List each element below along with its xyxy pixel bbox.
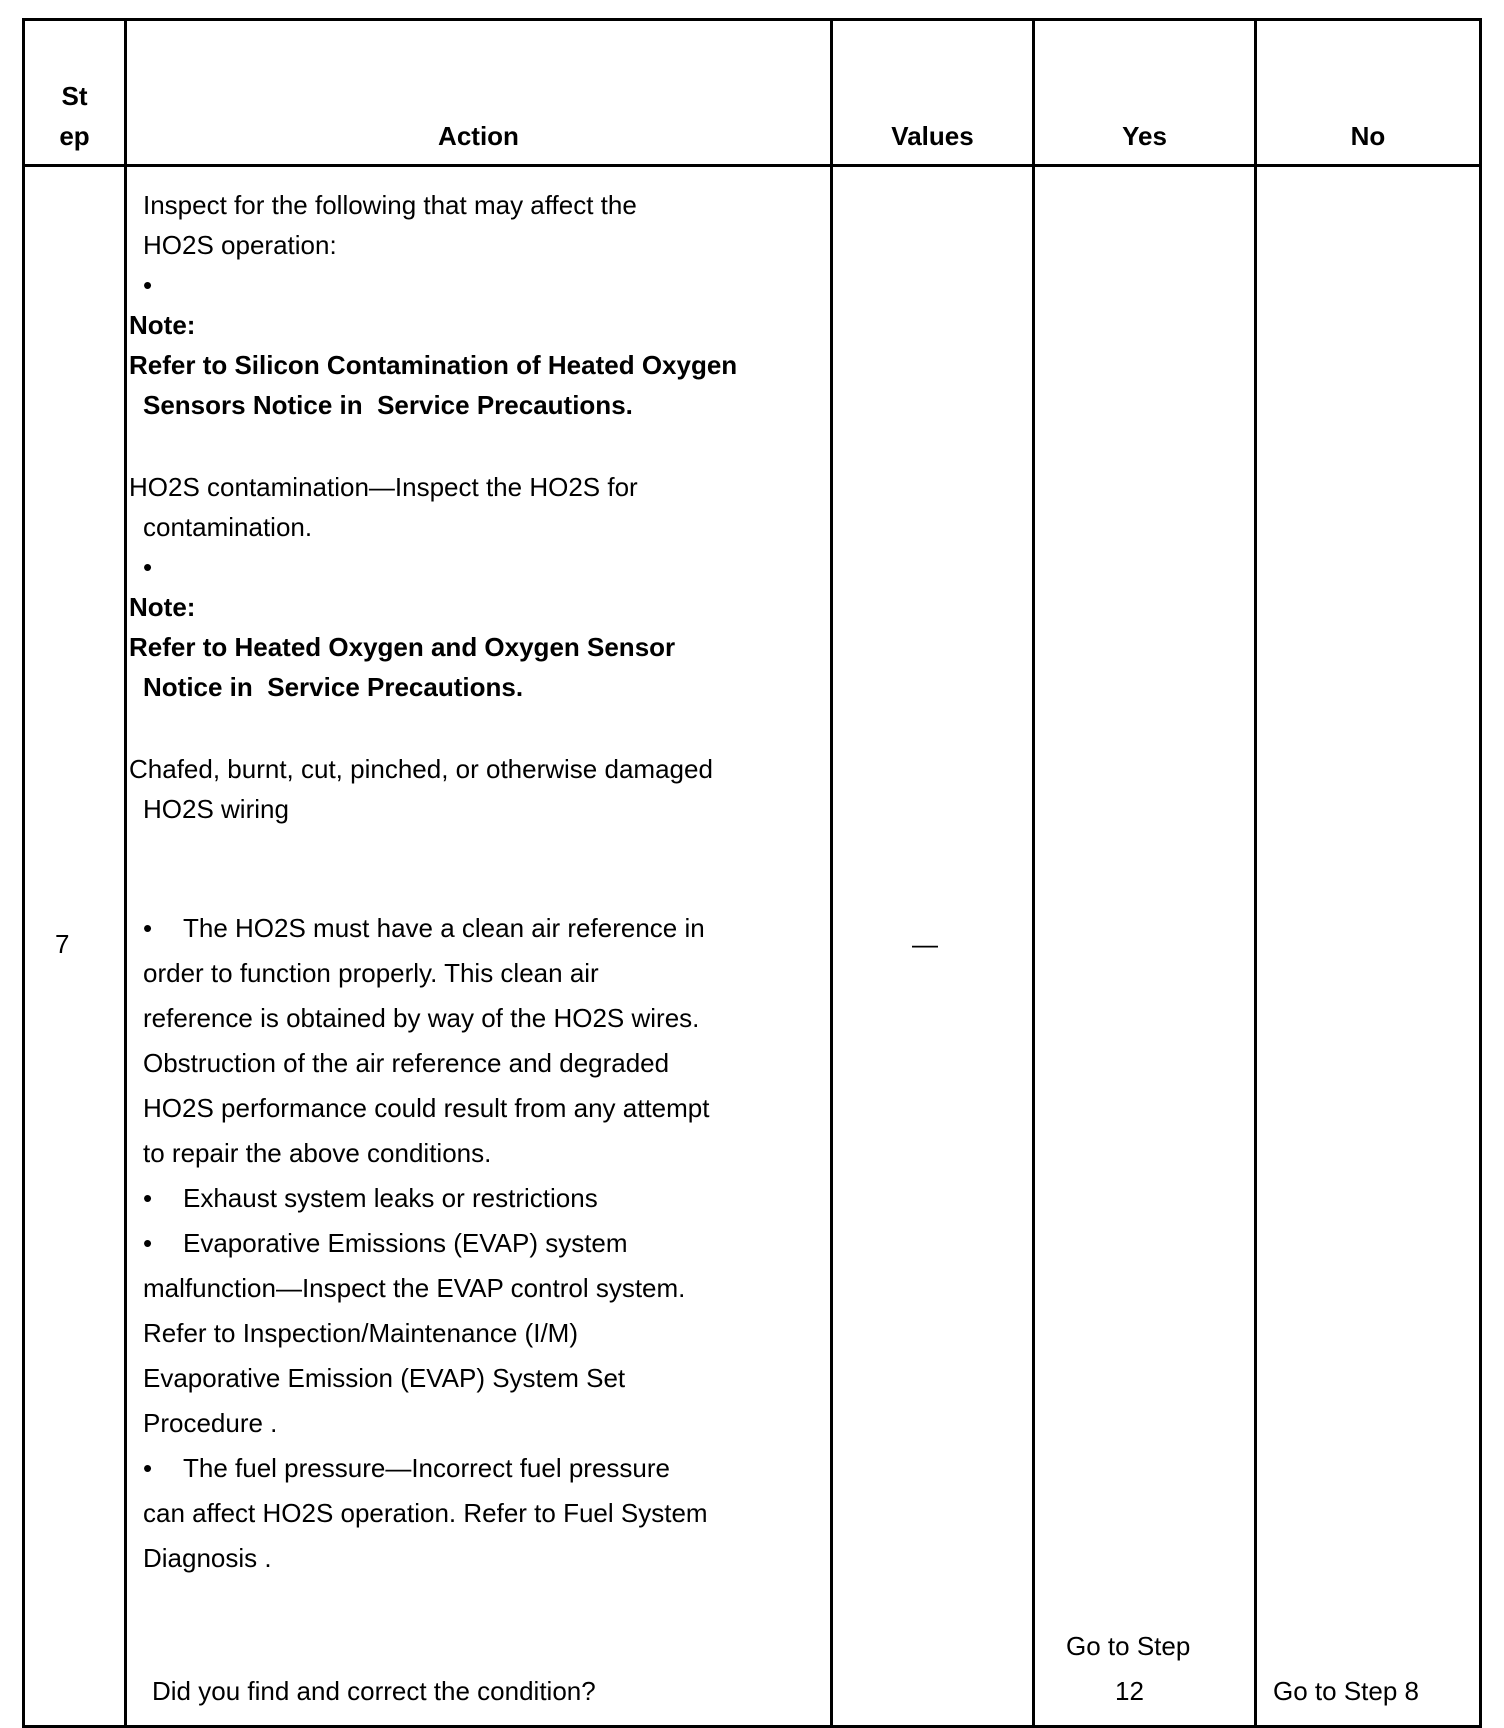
action-line: order to function properly. This clean air	[143, 958, 599, 988]
action-line	[129, 906, 819, 951]
action-line: Procedure .	[143, 1408, 278, 1438]
note-label: Note:	[129, 592, 196, 622]
bullet: •	[143, 270, 153, 300]
header-step	[25, 76, 124, 156]
service-precautions-link[interactable]: Service Precautions.	[267, 672, 524, 702]
action-text: Evaporative Emissions (EVAP) system	[183, 1228, 628, 1258]
column-divider	[1254, 21, 1257, 1725]
action-line: malfunction—Inspect the EVAP control system.	[143, 1273, 686, 1303]
note-text-part: Sensors Notice in	[143, 390, 363, 420]
action-line: HO2S performance could result from any attempt	[143, 1093, 710, 1123]
action-line: Inspect for the following that may affect the	[143, 190, 637, 220]
action-line: Refer to Inspection/Maintenance (I/M)	[143, 1318, 578, 1348]
header-values: Values	[891, 121, 974, 151]
action-line: HO2S wiring	[143, 794, 289, 824]
column-divider	[830, 21, 833, 1725]
action-line	[129, 1221, 819, 1266]
action-line	[129, 1176, 819, 1221]
bullet: •	[143, 1453, 153, 1483]
note-label: Note:	[129, 310, 196, 340]
spacer	[129, 869, 819, 906]
values-cell: —	[912, 929, 938, 959]
header-step-line2: ep	[59, 121, 90, 151]
yes-goto-step[interactable]: 12	[1115, 1676, 1144, 1706]
header-step-line1: St	[61, 81, 88, 111]
action-line: Chafed, burnt, cut, pinched, or otherwise damaged	[129, 754, 713, 784]
action-text: The HO2S must have a clean air reference in	[183, 913, 705, 943]
action-line: HO2S operation:	[143, 230, 337, 260]
action-line: Diagnosis .	[143, 1543, 272, 1573]
action-line: contamination.	[143, 512, 313, 542]
note-text	[129, 667, 819, 707]
header-divider	[25, 164, 1479, 167]
action-line	[129, 1446, 819, 1491]
no-goto-step[interactable]: Go to Step 8	[1273, 1676, 1419, 1706]
action-line: can affect HO2S operation. Refer to Fuel System	[143, 1498, 708, 1528]
bullet: •	[143, 552, 153, 582]
action-line: to repair the above conditions.	[143, 1138, 492, 1168]
action-line: HO2S contamination—Inspect the HO2S for	[129, 472, 638, 502]
action-text: Exhaust system leaks or restrictions	[183, 1183, 598, 1213]
header-action: Action	[438, 121, 519, 151]
action-cell	[129, 185, 819, 1581]
action-line: Evaporative Emission (EVAP) System Set	[143, 1363, 626, 1393]
header-no: No	[1350, 121, 1386, 151]
bullet: •	[143, 913, 153, 943]
bullet: •	[143, 1183, 153, 1213]
spacer	[129, 829, 819, 869]
spacer	[129, 425, 819, 467]
question-text: Did you find and correct the condition?	[152, 1676, 596, 1706]
service-precautions-link[interactable]: Service Precautions.	[377, 390, 633, 420]
diagnostic-table	[22, 18, 1482, 1728]
action-line: Obstruction of the air reference and degraded	[143, 1048, 670, 1078]
step-number: 7	[55, 929, 70, 959]
spacer	[129, 707, 819, 749]
note-text: Refer to Heated Oxygen and Oxygen Sensor	[129, 632, 676, 662]
note-text	[129, 385, 819, 425]
note-text-part: Notice in	[143, 672, 253, 702]
action-text: The fuel pressure—Incorrect fuel pressure	[183, 1453, 670, 1483]
yes-goto-label[interactable]: Go to Step	[1066, 1631, 1191, 1661]
action-line: reference is obtained by way of the HO2S wires.	[143, 1003, 700, 1033]
column-divider	[124, 21, 127, 1725]
bullet: •	[143, 1228, 153, 1258]
note-text: Refer to Silicon Contamination of Heated Oxygen	[129, 350, 738, 380]
column-divider	[1032, 21, 1035, 1725]
header-yes: Yes	[1122, 121, 1167, 151]
